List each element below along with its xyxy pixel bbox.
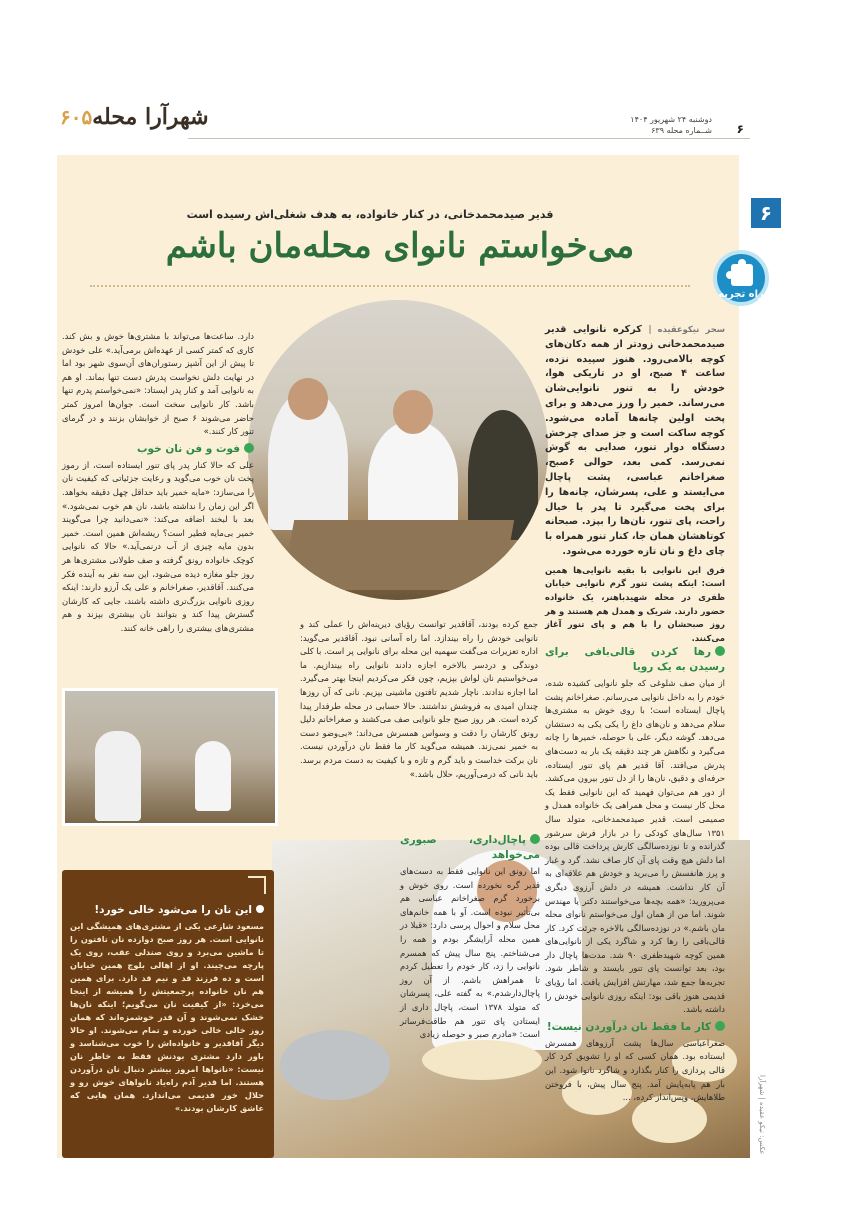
- photo-dough: [422, 1040, 542, 1080]
- issue-number: شــماره محله ۶۳۹: [651, 126, 712, 135]
- section-label: راه تجربه: [718, 289, 764, 300]
- article-column-middle: [300, 618, 538, 781]
- article-lead: [545, 322, 725, 560]
- bakery-photo: [62, 688, 278, 826]
- paragraph: صغراعباسی سال‌ها پشت آرزوهای همسرش ایستاده بود. همان کسی که او را تشویق کرد کار قالی پردازی را کنار بگذارد و شاگرد نانوا شود. این بار هم پابه‌پایش آمد. پنج سال پیش، با فروختن طلاهایش، وپس‌انداز کرده، ...: [545, 1037, 725, 1103]
- bullet-icon: [715, 646, 725, 656]
- arrow-icon: [248, 876, 266, 894]
- dotted-divider: [90, 285, 690, 287]
- article-intro: فرق این نانوایی با بقیه نانوایی‌ها همین است: اینکه پشت تنور گرم نانوایی خیابان ظفری در محله شهیدباهنر، یک خانواده حضور دارند. شریک و همدل هم هستند و هر روز صبحشان را با هم و پای تنور آغاز می‌کنند.: [545, 564, 725, 643]
- page-number: ۶: [736, 122, 744, 136]
- bullet-icon: [244, 443, 254, 453]
- article-kicker: قدیر صیدمحمدخانی، در کنار خانواده، به هدف شغلی‌اش رسیده است: [186, 208, 554, 221]
- paragraph: از میان صف شلوغی که جلو نانوایی کشیده شده، خودم را به داخل نانوایی می‌رسانم. صغراخانم پشت پاچال ایستاده است؛ با روی خوش به مشتری‌ها سلام می‌دهد و نان‌های داغ را یکی یکی به دستشان می‌دهد. گوشه دیگر، علی با حوصله، خمیرها را چانه می‌گیرد و نگاهش هر چند دقیقه یک بار به دست‌های پدرش می‌افتد. آقا قدیر هم پای تنور ایستاده، حرفه‌ای و دقیق، نان‌ها را از دل تنور بیرون می‌کشد. از دور هم می‌توان فهمید که این نانوایی فقط یک محل کار نیست و محل همراهی یک خانواده همدل و صمیمی است. قدیر صیدمحمدخانی، متولد سال ۱۳۵۱ سال‌های کودکی را در بازار فرش سرشور گذرانده و تا نوزده‌سالگی کارش پرداخت قالی بوده اما دلش هیچ وقت پای آن کار صاف نشد. گرد و غبار و پرز هانفسش را می‌برید و خودش هم علاقه‌ای به آن کار نداشت. همیشه در دلش آرزوی دیگری می‌پرورید: «همه بچه‌ها می‌خواستند دکتر یا مهندس شوند. اما من از همان اول می‌خواستم نانوای محله مان باشم.» در نوزده‌سالگی بالاخره جرئت کرد. کار قالی‌بافی را رها کرد و شاگرد یکی از نانوایی‌های همین کوچه شهیدظفری ۹۰ شد. مدت‌ها پاچال دار بود، بعد توانست پای تنور بایستد و شاطر شود. تجربه‌ها جمع شد، مهارتش افزایش یافت. اما رؤیای قدیمی هنوز باقی بود: اینکه روزی نانوایی خودش را داشته باشد.: [545, 678, 725, 1015]
- puzzle-icon: [731, 264, 753, 286]
- sidebar-text: مسعود شازعی یکی از مشتری‌های همیشگی این نانوایی است. هر روز صبح دوازده نان تافتون را تا ماشین می‌برد و روی صندلی عقب، روی یک پارچه می‌چیند. او از اهالی بلوچ همین خیابان است و ده فرزند قد و نیم قد دارد. برای همین هم نان خانواده پرجمعیتش را همیشه از اینجا می‌خرد: «از کیفیت نان می‌گویم؛ اینکه نان‌ها خشک نمی‌شوند و آن قدر خوشمزه‌اند که همان روز خالی خالی خورده و تمام می‌شوند. او حالا دیگر آقاقدیر و خانواده‌اش را خوب می‌شناسد و باور دارد مشتری بودنش فقط به خاطر نان نیست: «نانوا‌ها امروز بیشتر دنبال نان درآوردن هستند. اما قدیر آدم راه‌یاد نانواهای خوش رو و حلال خور قدیمی می‌اندازد. همان هایی که عاشق کارشان بودند.»: [70, 921, 264, 1113]
- paragraph: اما رونق این نانوایی فقط به دست‌های قدیر گره نخورده است. روی خوش و برخورد گرم صغراخانم عباسی هم بی‌تأثیر نبوده است. آو با همه خانم‌های محل سلام و احوال پرسی دارد: «قبلا در همین محله آرایشگر بودم و همه را می‌شناختم. پنج سال پیش که همسرم نانوایی را زد، کار خودم را تعطیل کردم تا همراهش باشم. از آن روز پاچال‌دارشدم.» به گفته علی، پسرشان که متولد ۱۳۷۸ است، پاچال داری از ایستادن پای تنور هم طاقت‌فرساتر است: «مادرم صبر و حوصله زیادی: [400, 866, 540, 1040]
- paragraph: دارد. ساعت‌ها می‌تواند با مشتری‌ها خوش و بش کند. کاری که کمتر کسی از عهده‌اش برمی‌آید.» علی خودش تا پیش از این آشپز رستوران‌های آن‌سوی شهر بود اما در نهایت دلش نخواست پدرش دست تنها بماند. او هم به نانوایی آمد و کنار پدر ایستاد: «نمی‌خواستم پدرم تنها باشد. کار نانوایی سخت است. جوان‌ها امروز کمتر حاضر می‌شوند ۶ صبح از خوابشان بزنند و در گرمای تنور کار کنند.»: [62, 331, 254, 437]
- bullet-icon: [715, 1021, 725, 1031]
- article-headline: می‌خواستم نانوای محله‌مان باشم: [165, 226, 635, 266]
- family-photo: [248, 300, 548, 600]
- sidebar-title: این نان را می‌شود خالی خورد!: [70, 904, 264, 916]
- lead-text: کرکره نانوایی قدیر صیدمحمدخانی زودتر از همه دکان‌های کوچه بالامی‌رود. هنوز سپیده نزده، ساعت ۴ صبح، او در تاریکی هوا، خودش را به تنور نانوایی‌شان می‌رساند. خمیر را ورز می‌دهد و برای پخت اولین چانه‌ها آماده می‌شود. کوچه ساکت است و جز صدای چرخش دستگاه دوار تنور، صدایی به گوش نمی‌رسد. کمی بعد، حوالی ۶صبح، صغراخانم عباسی، پشت پاچال می‌ایستد و علی، پسرشان، چانه‌ها را برای پخت می‌گیرد تا پدر با خیال راحت، پای تنور، نان‌ها را بپزد. صبحانه کوتاهشان همان جا، کنار تنور همراه با چای داغ و نان تازه خورده می‌شود.: [545, 324, 726, 557]
- subheading-tips: فوت و فن نان خوب: [62, 442, 254, 457]
- article-column-right: [545, 642, 725, 1105]
- magazine-logo: شهرآرا محله۶۰۵: [60, 104, 209, 130]
- paragraph: علی که حالا کنار پدر پای تنور ایستاده است، از رموز پخت نان خوب می‌گوید و رعایت جزئیاتی که کیفیت نان را می‌سازد: «مایه خمیر باید حداقل چهل دقیقه بخواهد. اگر این زمان را نداشته باشد، نان هم خوب نمی‌شود.» بعد با لبخند اضافه می‌کند: «نمی‌دانید چرا می‌گویند خمیر بی‌مایه فطیر است؟ ریشه‌اش همین است. خمیر بدون مایه چیزی از آب درنمی‌آید.» حالا که نانوایی کوچک خانواده رونق گرفته و صف طولانی مشتری‌ها هر روز جلو مغازه دیده می‌شود، این سه نفر به آینده فکر می‌کنند. آقاقدیر، صغراخانم و علی یک آرزو دارند: اینکه روزی نانوایی بزرگ‌تری داشته باشند، جایی که کارشان گسترش پیدا کند و بتوانند نان بیشتری بپزند و هم مشتری‌های بیشتری را راهی خانه کنند.: [62, 459, 254, 633]
- photo-figure-baker: [195, 741, 231, 811]
- sidebar-box: [62, 870, 274, 1158]
- photo-figure-father-head: [393, 390, 433, 434]
- issue-info: [630, 114, 712, 136]
- page-header: [60, 96, 750, 154]
- paragraph: جمع کرده بودند، آقاقدیر توانست رؤیای دیرینه‌اش را عملی کند و نانوایی خودش را راه بیندازد. اما راه آسانی نبود. آقاقدیر می‌گوید: اداره تعزیرات می‌گفت سهمیه این محله برای نانوایی پر است. با کلی دوندگی و دردسر بالاخره اجازه دادند نانوایی راه بیندازیم. ما می‌خواستیم نان لواش بپزیم، چون فکر می‌کردیم اینجا بهتر می‌گیرد. اما اجازه ندادند. ناچار شدیم تافتون ماشینی بپزیم. نانی که آن روزها چندان امیدی به فروشش نداشتند. حالا حسابی در محله طرفدار پیدا کرده است. هر روز صبح جلو نانوایی صف می‌کشند و صغراخانم دلیل رونق کارشان را دقت و وسواس همسرش می‌داند: «بی‌وضو دست به خمیر نمی‌زند. همیشه می‌گوید کار ما فقط نان درآوردن نیست. نان برکت خداست و باید گرم و تازه و با کیفیت به دست مردم برسد. باید نانی که درمی‌آوریم، حلال باشد.»: [300, 619, 538, 779]
- subheading-dream: رها کردن قالی‌بافی برای رسیدن به یک رویا: [545, 646, 725, 673]
- issue-date: دوشنبه ۲۴ شهریور ۱۴۰۴: [630, 115, 712, 124]
- header-rule: [188, 138, 750, 139]
- subheading-patience: پاچال‌داری، صبوری می‌خواهد: [400, 834, 540, 861]
- bullet-icon: [256, 905, 264, 913]
- photo-credit: عکس: نیکو عقیده | شهرآرا: [758, 1075, 766, 1155]
- section-number: ۶: [751, 198, 781, 228]
- photo-bowl: [280, 1030, 390, 1100]
- photo-dough-table: [282, 520, 514, 590]
- article-column-middle-lower: [400, 830, 540, 1042]
- article-lead-column: [545, 322, 725, 645]
- bullet-icon: [530, 834, 540, 844]
- subheading-not-just-bread: کار ما فقط نان درآوردن نیست!: [545, 1020, 725, 1035]
- article-column-left: [62, 330, 254, 635]
- logo-badge: ۶۰۵: [60, 105, 93, 129]
- photo-figure-son-head: [288, 378, 328, 420]
- byline: سحر نیکوعقیده |: [648, 324, 725, 334]
- photo-figure-worker: [95, 731, 141, 821]
